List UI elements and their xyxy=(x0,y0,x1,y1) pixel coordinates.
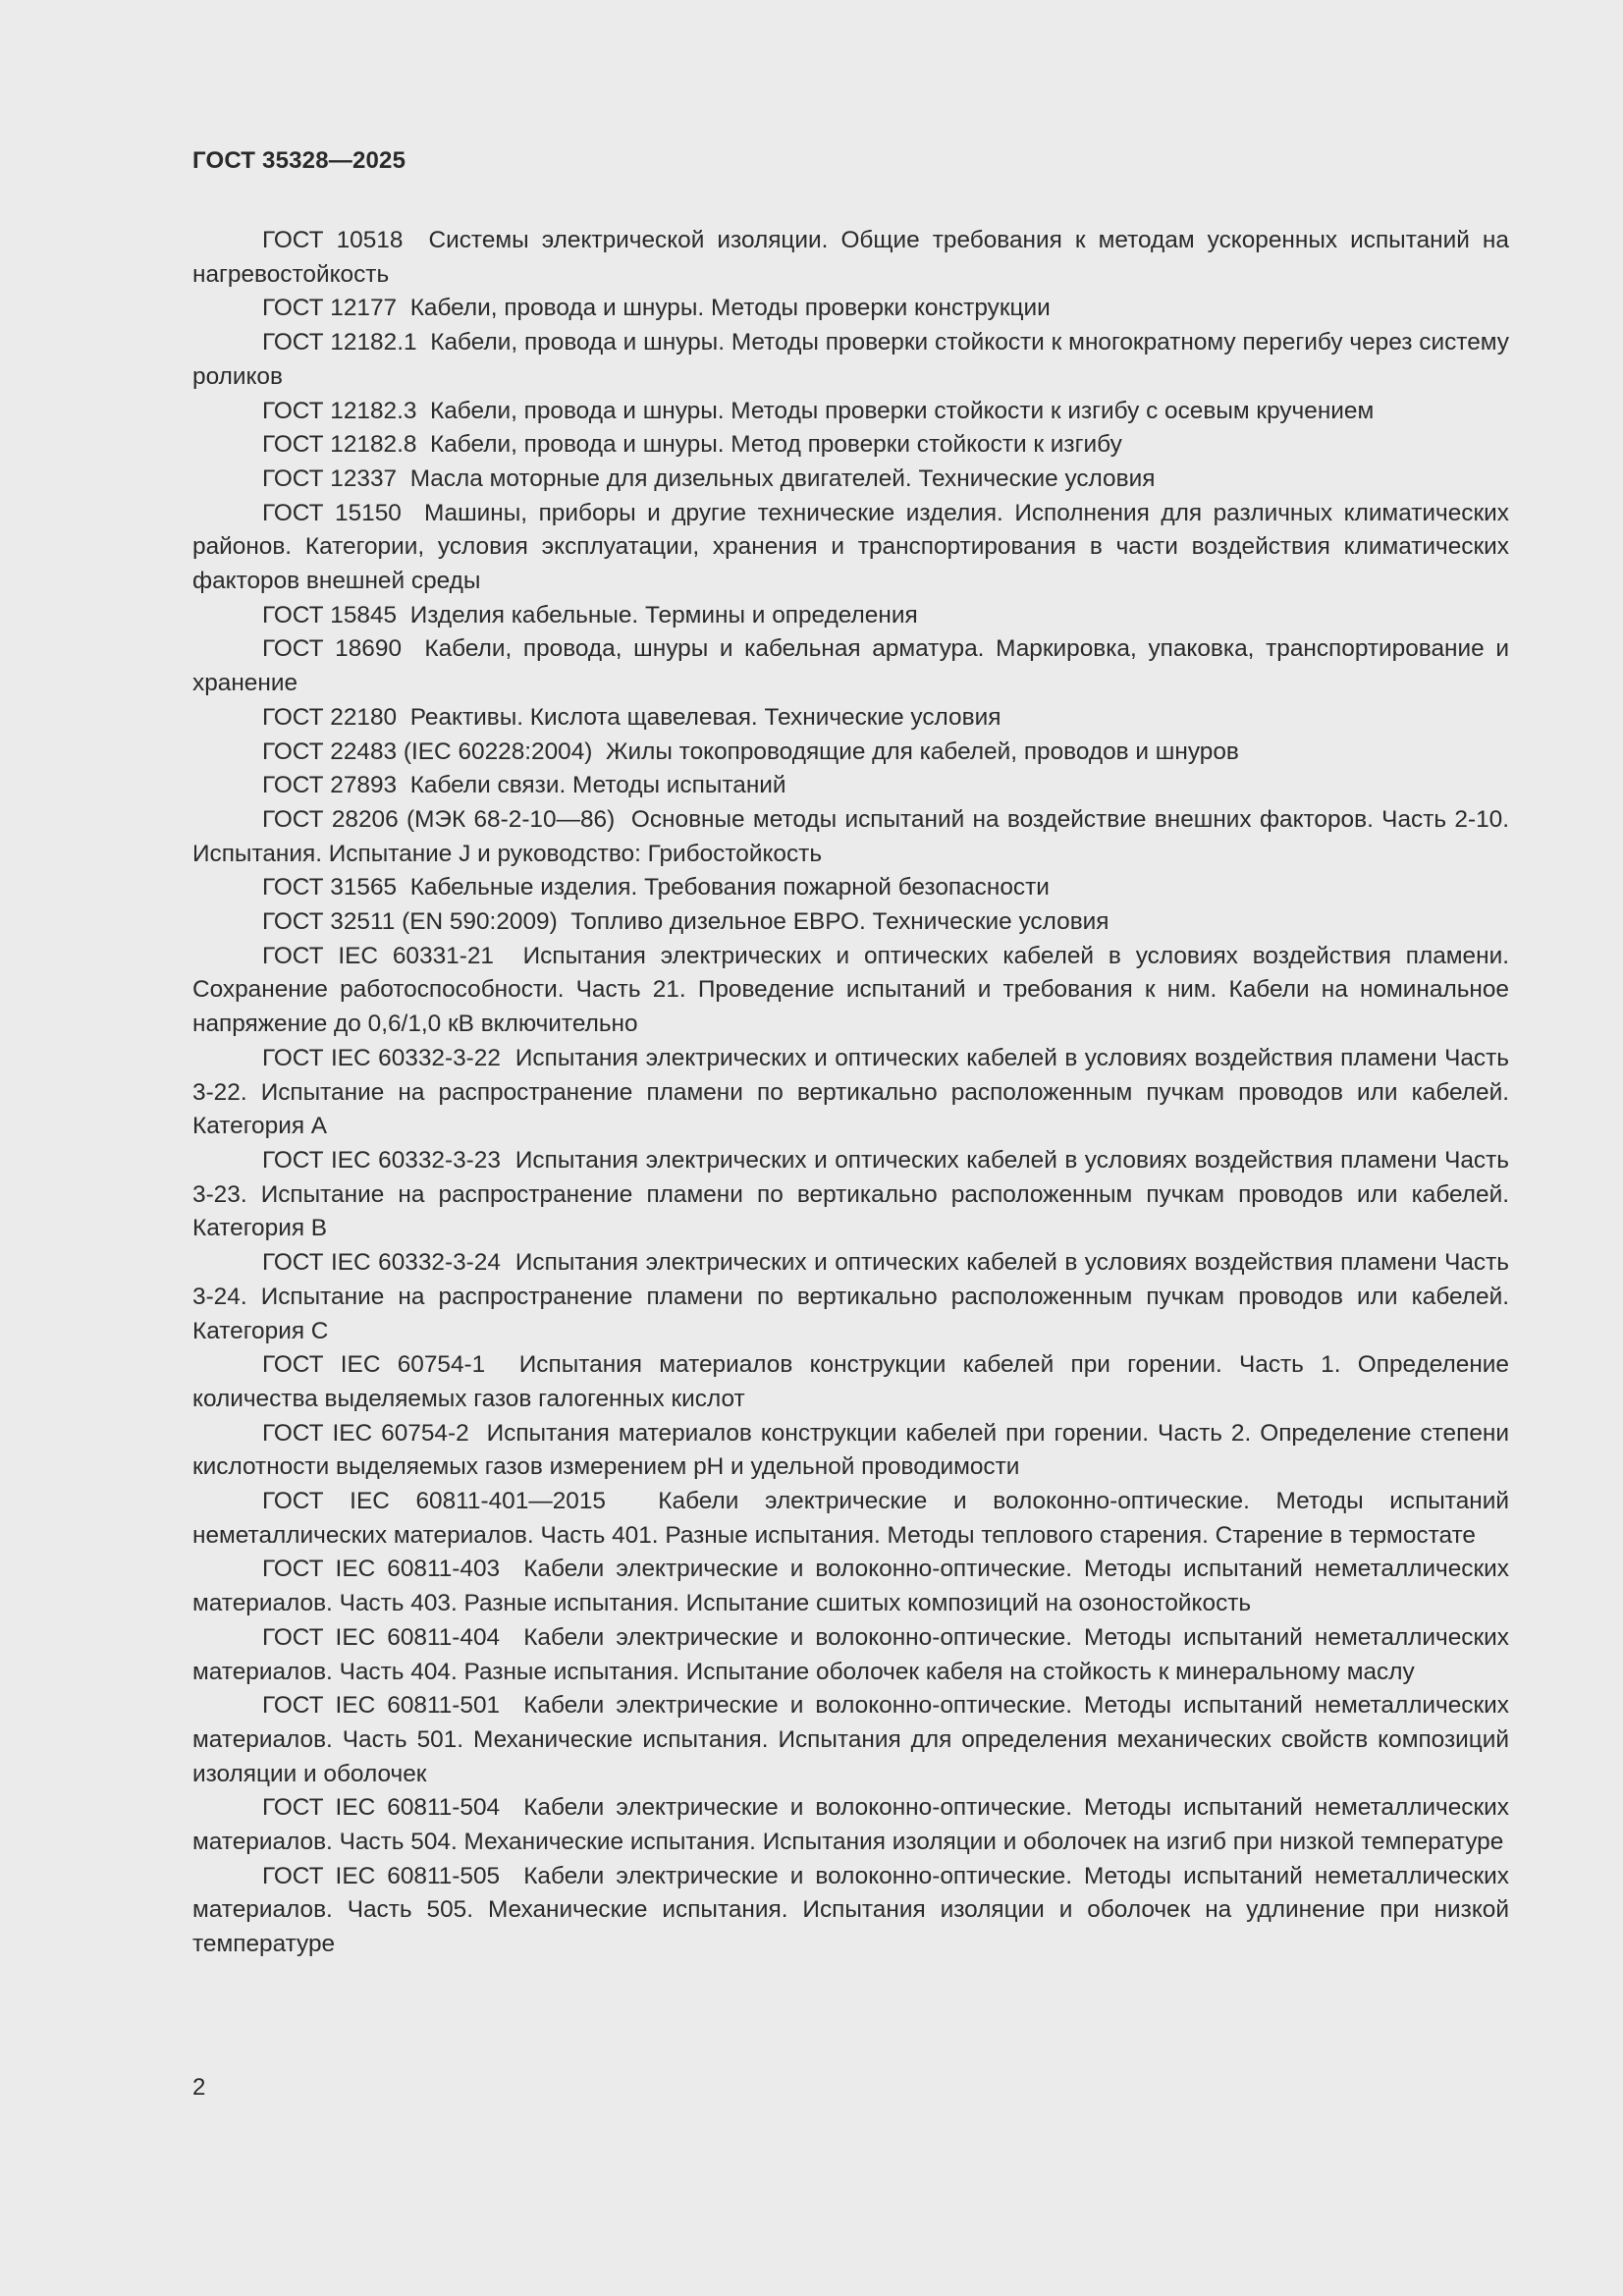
reference-title: Кабели электрические и волоконно-оптические. Методы испытаний неметаллических материалов. Часть 505. Механические испытания. Испытания изоляции и оболочек на удлинение при низкой температуре xyxy=(192,1862,1509,1958)
reference-title: Испытания электрических и оптических кабелей в условиях воздействия пламени Часть 3-22. Испытание на распространение пламени по вертикально расположенным пучкам проводов или кабелей. Категория А xyxy=(192,1044,1509,1140)
reference-item xyxy=(192,1621,1509,1689)
reference-title: Топливо дизельное ЕВРО. Технические условия xyxy=(570,908,1109,936)
reference-title: Кабели, провода и шнуры. Метод проверки стойкости к изгибу xyxy=(430,431,1122,459)
reference-title: Испытания электрических и оптических кабелей в условиях воздействия пламени Часть 3-23. Испытание на распространение пламени по вертикально расположенным пучкам проводов или кабелей. Категория В xyxy=(192,1146,1509,1242)
reference-item xyxy=(192,940,1509,1042)
reference-title: Испытания материалов конструкции кабелей при горении. Часть 1. Определение количества выделяемых газов галогенных кислот xyxy=(192,1351,1509,1412)
reference-title: Кабельные изделия. Требования пожарной безопасности xyxy=(409,874,1050,902)
reference-code: ГОСТ 12337 xyxy=(262,465,398,492)
reference-item xyxy=(192,1246,1509,1348)
reference-item xyxy=(192,463,1509,497)
reference-code: ГОСТ 15150 xyxy=(262,499,402,526)
reference-title: Испытания электрических и оптических кабелей в условиях воздействия пламени Часть 3-24. Испытание на распространение пламени по вертикально расположенным пучкам проводов или кабелей. Категория С xyxy=(192,1249,1509,1344)
reference-code: ГОСТ IEC 60811-504 xyxy=(262,1794,501,1822)
reference-code: ГОСТ 10518 xyxy=(262,227,404,253)
reference-title: Кабели связи. Методы испытаний xyxy=(409,772,786,799)
reference-title: Реактивы. Кислота щавелевая. Технические условия xyxy=(409,703,1001,731)
reference-title: Масла моторные для дизельных двигателей. Технические условия xyxy=(409,465,1156,492)
reference-code: ГОСТ 15845 xyxy=(262,601,398,629)
reference-code: ГОСТ 27893 xyxy=(262,772,398,799)
reference-title: Жилы токопроводящие для кабелей, проводов и шнуров xyxy=(606,738,1239,765)
reference-title: Изделия кабельные. Термины и определения xyxy=(409,601,918,629)
reference-item xyxy=(192,1485,1509,1553)
reference-item xyxy=(192,769,1509,803)
reference-title: Кабели, провода и шнуры. Методы проверки стойкости к изгибу с осевым кручением xyxy=(430,397,1375,424)
reference-item xyxy=(192,701,1509,736)
reference-item xyxy=(192,1417,1509,1485)
reference-title: Испытания материалов конструкции кабелей при горении. Часть 2. Определение степени кислотности выделяемых газов измерением pH и удельной проводимости xyxy=(192,1419,1509,1481)
page-header: ГОСТ 35328—2025 xyxy=(192,147,406,174)
reference-item xyxy=(192,1144,1509,1246)
reference-code: ГОСТ IEC 60811-501 xyxy=(262,1692,501,1720)
reference-item xyxy=(192,1553,1509,1620)
reference-code: ГОСТ 12182.1 xyxy=(262,329,417,356)
reference-item xyxy=(192,1791,1509,1859)
reference-code: ГОСТ 31565 xyxy=(262,874,398,902)
reference-code: ГОСТ 28206 (МЭК 68-2-10—86) xyxy=(262,805,616,833)
reference-item xyxy=(192,871,1509,905)
reference-item xyxy=(192,1860,1509,1962)
reference-code: ГОСТ 22483 (IEC 60228:2004) xyxy=(262,738,593,765)
reference-title: Кабели электрические и волоконно-оптические. Методы испытаний неметаллических материалов. Часть 501. Механические испытания. Испытания для определения механических свойств композиций изоляции и оболочек xyxy=(192,1692,1509,1787)
reference-title: Основные методы испытаний на воздействие внешних факторов. Часть 2-10. Испытания. Испытание J и руководство: Грибостойкость xyxy=(192,805,1509,867)
reference-code: ГОСТ IEC 60331-21 xyxy=(262,942,494,969)
reference-code: ГОСТ IEC 60754-1 xyxy=(262,1351,486,1379)
reference-code: ГОСТ IEC 60332-3-22 xyxy=(262,1044,501,1071)
reference-code: ГОСТ 12177 xyxy=(262,295,398,322)
reference-code: ГОСТ 18690 xyxy=(262,635,403,663)
reference-item xyxy=(192,1042,1509,1144)
reference-item xyxy=(192,736,1509,770)
reference-item xyxy=(192,905,1509,940)
reference-title: Системы электрической изоляции. Общие требования к методам ускоренных испытаний на нагревостойкость xyxy=(192,227,1509,288)
reference-title: Кабели, провода и шнуры. Методы проверки стойкости к многократному перегибу через систему роликов xyxy=(192,329,1509,390)
reference-code: ГОСТ IEC 60811-404 xyxy=(262,1623,501,1651)
reference-item xyxy=(192,1348,1509,1416)
reference-item xyxy=(192,1689,1509,1791)
reference-code: ГОСТ IEC 60811-505 xyxy=(262,1862,501,1889)
reference-item xyxy=(192,224,1509,292)
reference-title: Кабели электрические и волоконно-оптические. Методы испытаний неметаллических материалов. Часть 401. Разные испытания. Методы теплового старения. Старение в термостате xyxy=(192,1488,1509,1549)
reference-code: ГОСТ 12182.3 xyxy=(262,397,417,424)
reference-title: Кабели электрические и волоконно-оптические. Методы испытаний неметаллических материалов. Часть 403. Разные испытания. Испытание сшитых композиций на озоностойкость xyxy=(192,1556,1509,1617)
reference-item xyxy=(192,428,1509,463)
reference-title: Кабели, провода, шнуры и кабельная арматура. Маркировка, упаковка, транспортирование и хранение xyxy=(192,635,1509,697)
reference-item xyxy=(192,292,1509,326)
page-number: 2 xyxy=(192,2074,206,2101)
reference-item xyxy=(192,326,1509,394)
reference-code: ГОСТ 32511 (EN 590:2009) xyxy=(262,908,558,936)
reference-code: ГОСТ 12182.8 xyxy=(262,431,417,459)
reference-item xyxy=(192,599,1509,633)
reference-code: ГОСТ 22180 xyxy=(262,703,398,731)
reference-code: ГОСТ IEC 60754-2 xyxy=(262,1419,469,1447)
reference-code: ГОСТ IEC 60332-3-24 xyxy=(262,1249,501,1277)
reference-code: ГОСТ IEC 60332-3-23 xyxy=(262,1146,501,1174)
reference-title: Испытания электрических и оптических кабелей в условиях воздействия пламени. Сохранение работоспособности. Часть 21. Проведение испытаний и требования к ним. Кабели на номинальное напряжение до 0,6/1,0 кВ включительно xyxy=(192,942,1509,1038)
reference-title: Кабели электрические и волоконно-оптические. Методы испытаний неметаллических материалов. Часть 504. Механические испытания. Испытания изоляции и оболочек на изгиб при низкой температуре xyxy=(192,1794,1509,1856)
reference-item xyxy=(192,803,1509,871)
reference-item xyxy=(192,497,1509,599)
reference-title: Машины, приборы и другие технические изделия. Исполнения для различных климатических районов. Категории, условия эксплуатации, хранения и транспортирования в части воздействия климатических факторов внешней среды xyxy=(192,499,1509,595)
reference-code: ГОСТ IEC 60811-401—2015 xyxy=(262,1488,606,1515)
reference-title: Кабели, провода и шнуры. Методы проверки конструкции xyxy=(409,295,1051,322)
reference-item xyxy=(192,632,1509,700)
normative-references-list xyxy=(192,224,1509,1962)
reference-item xyxy=(192,395,1509,429)
reference-title: Кабели электрические и волоконно-оптические. Методы испытаний неметаллических материалов. Часть 404. Разные испытания. Испытание оболочек кабеля на стойкость к минеральному маслу xyxy=(192,1623,1509,1685)
reference-code: ГОСТ IEC 60811-403 xyxy=(262,1556,501,1583)
